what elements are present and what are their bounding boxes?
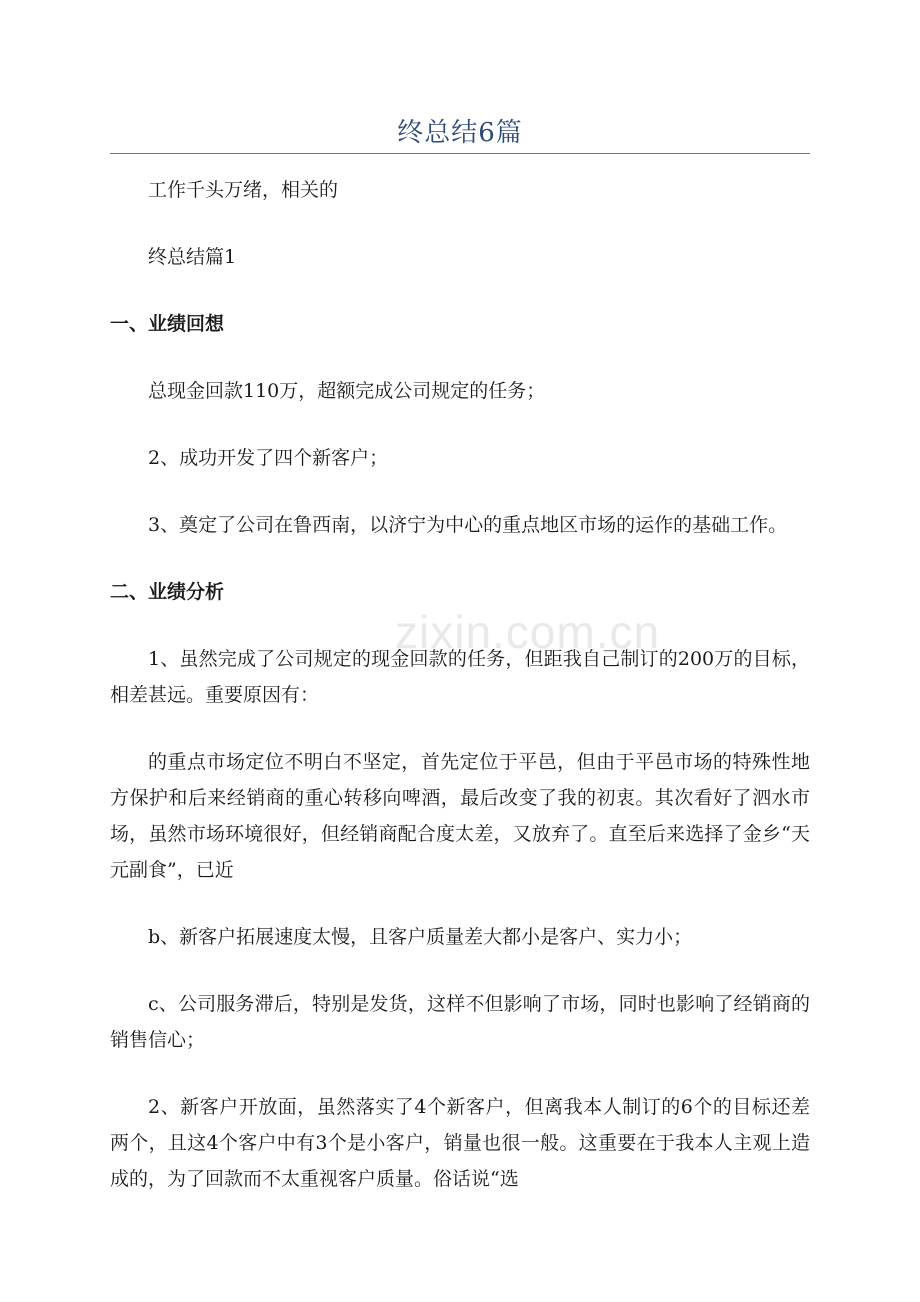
title-underline	[110, 153, 810, 154]
body-paragraph: 的重点市场定位不明白不坚定，首先定位于平邑，但由于平邑市场的特殊性地方保护和后来经销商的重心转移向啤酒，最后改变了我的初衷。其次看好了泗水市场，虽然市场环境很好，但经销商配合度太差，又放弃了。直至后来选择了金乡“天元副食”，已近	[110, 751, 810, 881]
section-heading: 二、业绩分析	[110, 581, 225, 603]
body-paragraph: 2、成功开发了四个新客户；	[148, 447, 389, 469]
body-paragraph: 终总结篇1	[148, 246, 237, 268]
section-heading: 一、业绩回想	[110, 313, 225, 335]
body-paragraph: b、新客户拓展速度太慢，且客户质量差大都小是客户、实力小；	[148, 926, 693, 948]
body-paragraph: 总现金回款110万，超额完成公司规定的任务；	[148, 380, 546, 402]
body-paragraph: 工作千头万绪，相关的	[148, 179, 339, 201]
body-paragraph: 1、虽然完成了公司规定的现金回款的任务，但距我自己制订的200万的目标，相差甚远。重要原因有：	[110, 648, 810, 706]
watermark: zixin.com.cn	[395, 606, 661, 658]
document-title: 终总结6篇	[397, 118, 523, 148]
document-body	[110, 172, 810, 1228]
body-paragraph: c、公司服务滞后，特别是发货，这样不但影响了市场，同时也影响了经销商的销售信心；	[110, 993, 810, 1051]
body-paragraph: 3、奠定了公司在鲁西南，以济宁为中心的重点地区市场的运作的基础工作。	[148, 514, 788, 536]
body-paragraph: 2、新客户开放面，虽然落实了4个新客户，但离我本人制订的6个的目标还差两个，且这4个客户中有3个是小客户，销量也很一般。这重要在于我本人主观上造成的，为了回款而不太重视客户质量。俗话说“选	[110, 1096, 810, 1190]
